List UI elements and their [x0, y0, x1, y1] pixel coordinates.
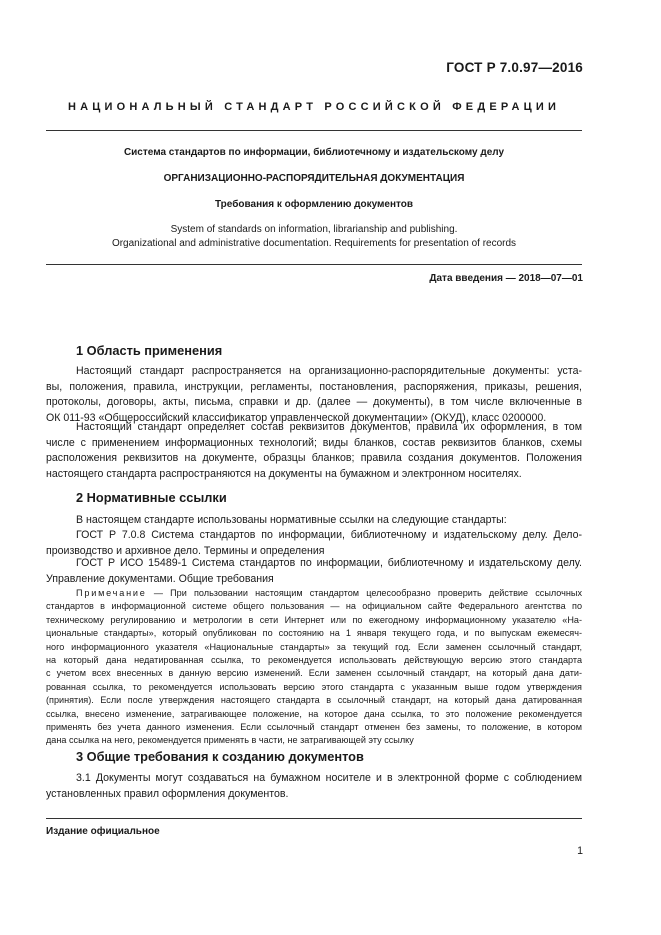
normative-reference-2 — [46, 556, 582, 587]
section-3-heading: 3 Общие требования к созданию документов — [76, 749, 364, 764]
text-line: 3.1 Документы могут создаваться на бумажном носителе и в электронной форме с соблюдением — [76, 772, 582, 784]
section-2-heading: 2 Нормативные ссылки — [76, 490, 227, 505]
english-title-line-1: System of standards on information, librarianship and publishing. — [170, 224, 458, 235]
national-standard-banner: НАЦИОНАЛЬНЫЙ СТАНДАРТ РОССИЙСКОЙ ФЕДЕРАЦИИ — [67, 101, 561, 113]
text-line: В настоящем стандарте использованы нормативные ссылки на следующие стандарты: — [76, 514, 507, 526]
note-line: стандартов в информационной системе общего пользования — на официальном сайте Федерального агентства по — [46, 601, 582, 612]
text-line: настоящего стандарта распространяются на документы на бумажном и электронном носителях. — [46, 467, 522, 480]
note-line: техническому регулированию и метрологии в сети Интернет или по ежегодному информационному указателю «На- — [46, 614, 582, 625]
note-line: с учетом всех внесенных в данную версию изменений. Если заменен ссылочный стандарт, на который дана дати- — [46, 668, 582, 679]
text-line: производство и архивное дело. Термины и определения — [46, 544, 325, 557]
note-line: (принятия). Если после утверждения настоящего стандарта в ссылочный стандарт, на который дана датированная — [46, 695, 582, 706]
header-divider — [46, 130, 582, 131]
note-line: ного информационного указателя «Национальные стандарты» за текущий год. Если заменен ссылочный стандарт, — [46, 641, 582, 652]
footer-divider — [46, 818, 582, 819]
note-line — [46, 587, 582, 600]
document-subtitle: Требования к оформлению документов — [214, 199, 414, 210]
standards-system-title: Система стандартов по информации, библиотечному и издательскому делу — [123, 147, 505, 158]
note-text: — При пользовании настоящим стандартом целесообразно проверить действие ссылочных — [146, 588, 582, 598]
references-note — [46, 587, 582, 748]
text-line: числе с применением информационных технологий; виды бланков, состав реквизитов бланков, схемы — [46, 436, 582, 449]
text-line: Настоящий стандарт определяет состав реквизитов документов, правила их оформления, в том — [76, 421, 582, 433]
normative-reference-1 — [46, 528, 582, 559]
note-line: на который дана недатированная ссылка, то рекомендуется использовать действующую версию этого стандарта — [46, 654, 582, 665]
text-line: Управление документами. Общие требования — [46, 572, 274, 585]
page-number: 1 — [577, 845, 583, 857]
note-line: применять без учета данного изменения. Если ссылочный стандарт отменен без замены, то положение, в котором — [46, 721, 582, 732]
text-line: Настоящий стандарт распространяется на организационно-распорядительные документы: уста- — [76, 365, 582, 377]
section-2-intro — [46, 513, 582, 529]
text-line: установленных правил оформления документов. — [46, 787, 289, 800]
note-line: ссылка, внесено изменение, затрагивающее положение, на которое дана ссылка, то это положение рекомендуется — [46, 708, 582, 719]
note-line: циональные стандарты», который опубликован по состоянию на 1 января текущего года, и по выпускам ежемесяч- — [46, 628, 582, 639]
text-line: протоколы, договоры, акты, письма, справки и др. (далее — документы), в том числе включенные в — [46, 396, 582, 408]
section-1-heading: 1 Область применения — [76, 343, 223, 358]
text-line: расположения реквизитов на документе, образцы бланков; правила создания документов. Положения — [46, 452, 582, 464]
text-line: вы, положения, правила, инструкции, регламенты, постановления, распоряжения, приказы, решения, — [46, 380, 582, 393]
note-line: рованная ссылка, то рекомендуется использовать версию этого стандарта с указанным выше годом утверждения — [46, 681, 582, 692]
introduction-date: Дата введения — 2018—07—01 — [429, 273, 583, 284]
section-1-paragraph-2 — [46, 420, 582, 482]
text-line: ГОСТ Р ИСО 15489-1 Система стандартов по информации, библиотечному и издательскому делу. — [76, 557, 582, 569]
title-divider — [46, 264, 582, 265]
note-line: дана ссылка на него, рекомендуется применять в части, не затрагивающей эту ссылку — [46, 735, 414, 746]
text-line: ОК 011-93 «Общероссийский классификатор управленческой документации» (ОКУД), класс 0200000. — [46, 411, 547, 424]
section-1-paragraph-1 — [46, 364, 582, 426]
text-line: ГОСТ Р 7.0.8 Система стандартов по информации, библиотечному и издательскому делу. Дело- — [76, 529, 582, 541]
official-edition-label: Издание официальное — [46, 826, 160, 837]
english-title-line-2: Organizational and administrative documentation. Requirements for presentation of records — [111, 238, 517, 249]
document-main-title: ОРГАНИЗАЦИОННО-РАСПОРЯДИТЕЛЬНАЯ ДОКУМЕНТАЦИЯ — [163, 173, 465, 184]
document-code: ГОСТ Р 7.0.97—2016 — [446, 60, 583, 75]
note-label: Примечание — [76, 588, 147, 598]
section-3-paragraph-1 — [46, 771, 582, 802]
